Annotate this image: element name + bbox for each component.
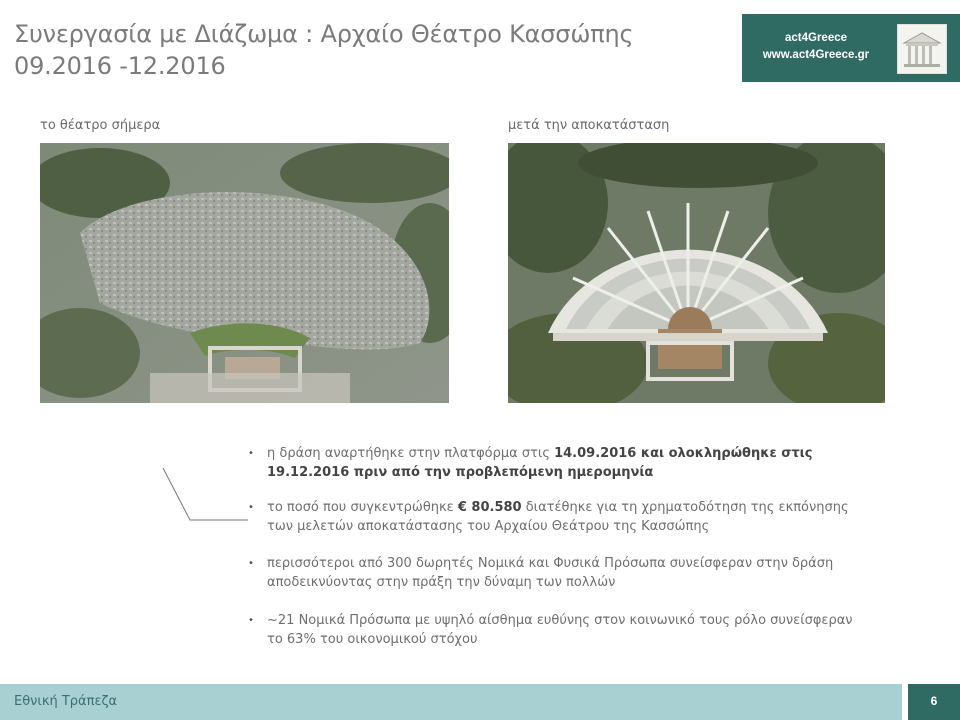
building-logo-icon — [897, 24, 947, 74]
bullet-dot-icon: • — [248, 502, 254, 513]
slide-title — [14, 18, 714, 82]
bullet-dot-icon: • — [248, 448, 254, 459]
bullet-text: ~21 Νομικά Πρόσωπα με υψηλό αίσθημα ευθύνης στον κοινωνικό τους ρόλο συνείσφεραν το 63% του οικονομικού στόχου — [267, 613, 853, 647]
bullet-dot-icon: • — [248, 558, 254, 569]
photo-caption-after: μετά την αποκατάσταση — [508, 118, 670, 133]
bullet-text: το ποσό που συγκεντρώθηκε € 80.580 διατέθηκε για τη χρηματοδότηση της εκπόνησης των μελετών αποκατάστασης του Αρχαίου Θεάτρου της Κασσώπης — [267, 500, 849, 534]
photo-caption-today: το θέατρο σήμερα — [40, 118, 161, 133]
page-number: 6 — [930, 694, 938, 708]
brand-text — [742, 30, 890, 64]
bullet-dot-icon: • — [248, 615, 254, 626]
brand-box — [742, 14, 960, 82]
bullet-text: περισσότεροι από 300 δωρητές Νομικά και Φυσικά Πρόσωπα συνείσφεραν στην δράση αποδεικνύοντας στην πράξη την δύναμη των πολλών — [267, 556, 834, 590]
title-line-1: Συνεργασία με Διάζωμα : Αρχαίο Θέατρο Κασσώπης — [14, 20, 634, 48]
bullet-text: η δράση αναρτήθηκε στην πλατφόρμα στις 14.09.2016 και ολοκληρώθηκε στις 19.12.2016 πριν από την προβλεπόμενη ημερομηνία — [267, 446, 813, 480]
footer-bar — [0, 684, 902, 720]
brand-url: www.act4Greece.gr — [762, 49, 870, 61]
theatre-today-photo — [40, 143, 449, 403]
brand-name: act4Greece — [784, 32, 848, 44]
theatre-restored-photo — [508, 143, 885, 403]
title-line-2: 09.2016 -12.2016 — [14, 52, 226, 80]
footer-bank-name: Εθνική Τράπεζα — [14, 694, 118, 709]
page-number-box — [908, 684, 960, 720]
connector-line — [162, 466, 252, 526]
